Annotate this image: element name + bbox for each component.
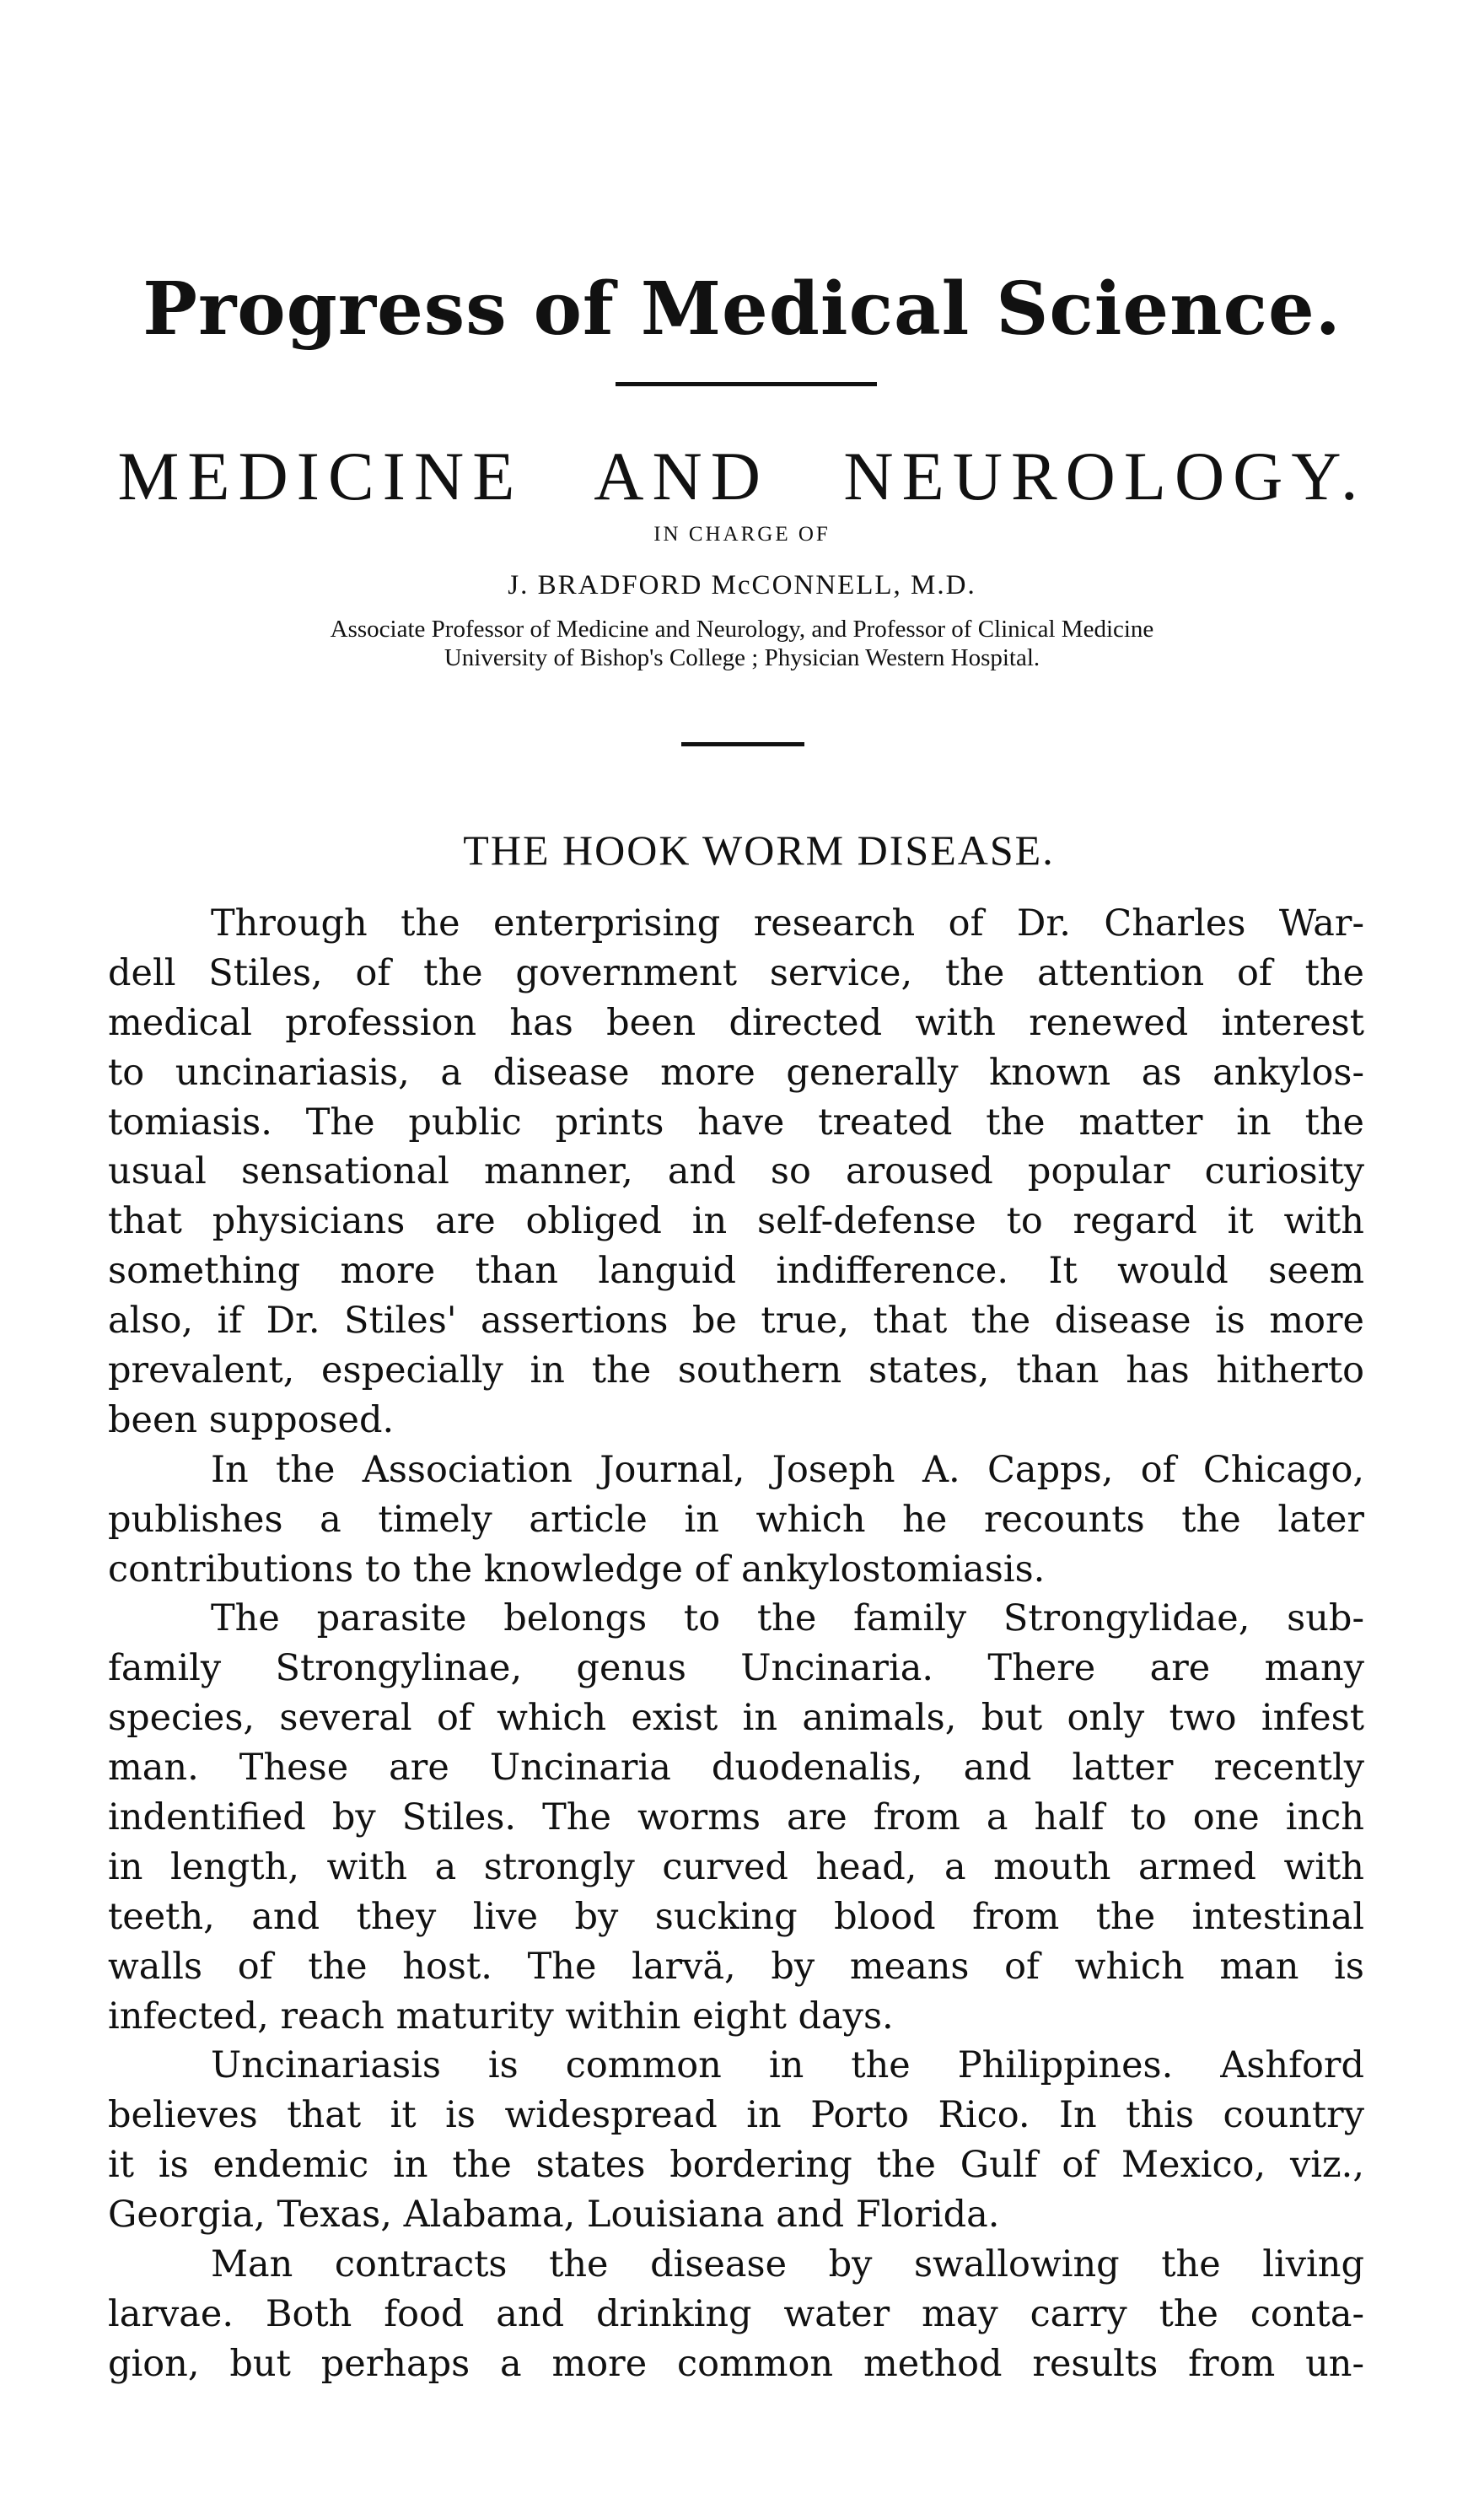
body-line: family Strongylinae, genus Uncinaria. There are many [108, 1647, 1364, 1690]
body-line: man. These are Uncinaria duodenalis, and latter recently [108, 1747, 1364, 1790]
body-line: been supposed. [108, 1398, 395, 1441]
body-line: infected, reach maturity within eight days. [108, 1995, 894, 2038]
section-divider [681, 742, 804, 746]
body-line: gion, but perhaps a more common method results from un- [108, 2342, 1364, 2385]
body-line: medical profession has been directed with renewed interest [108, 1001, 1364, 1044]
title-divider [616, 382, 877, 386]
body-line: contributions to the knowledge of ankylostomiasis. [108, 1548, 1046, 1591]
editor-affiliation-line-2: University of Bishop's College ; Physician Western Hospital. [444, 644, 1040, 671]
body-line: Man contracts the disease by swallowing the living [211, 2243, 1364, 2286]
in-charge-label: IN CHARGE OF [653, 523, 831, 546]
body-line: Georgia, Texas, Alabama, Louisiana and Florida. [108, 2194, 1000, 2237]
journal-title: Progress of Medical Science. [142, 266, 1342, 352]
body-line: In the Association Journal, Joseph A. Capps, of Chicago, [211, 1448, 1364, 1491]
editor-name: J. BRADFORD McCONNELL, M.D. [508, 570, 976, 600]
body-line: to uncinariasis, a disease more generally known as ankylos- [108, 1051, 1364, 1094]
body-line: species, several of which exist in animals, but only two infest [108, 1697, 1364, 1740]
body-line: it is endemic in the states bordering the Gulf of Mexico, viz., [108, 2144, 1364, 2187]
body-line: publishes a timely article in which he recounts the later [108, 1498, 1364, 1541]
body-line: believes that it is widespread in Porto Rico. In this country [108, 2094, 1364, 2137]
body-line: teeth, and they live by sucking blood from the intestinal [108, 1895, 1364, 1938]
body-line: something more than languid indifference. It would seem [108, 1250, 1364, 1293]
section-title: MEDICINE AND NEUROLOGY. [117, 438, 1367, 514]
body-line: in length, with a strongly curved head, a mouth armed with [108, 1845, 1364, 1888]
body-line: dell Stiles, of the government service, the attention of the [108, 951, 1364, 994]
article-title: THE HOOK WORM DISEASE. [463, 826, 1055, 874]
body-line: walls of the host. The larvä, by means of which man is [108, 1945, 1364, 1988]
body-line: The parasite belongs to the family Strongylidae, sub- [211, 1597, 1364, 1640]
body-line: also, if Dr. Stiles' assertions be true, that the disease is more [108, 1300, 1364, 1343]
editor-affiliation-line-1: Associate Professor of Medicine and Neurology, and Professor of Clinical Medicine [330, 616, 1154, 643]
body-line: prevalent, especially in the southern states, than has hitherto [108, 1349, 1364, 1392]
body-line: usual sensational manner, and so aroused popular curiosity [108, 1150, 1364, 1193]
body-line: indentified by Stiles. The worms are from a half to one inch [108, 1796, 1364, 1839]
article-body [108, 899, 1364, 2389]
body-line: Through the enterprising research of Dr. Charles War- [211, 902, 1364, 945]
body-line: tomiasis. The public prints have treated the matter in the [108, 1101, 1364, 1144]
body-line: that physicians are obliged in self-defense to regard it with [108, 1200, 1364, 1243]
body-line: larvae. Both food and drinking water may carry the conta- [108, 2292, 1364, 2335]
body-line: Uncinariasis is common in the Philippines. Ashford [211, 2044, 1364, 2087]
